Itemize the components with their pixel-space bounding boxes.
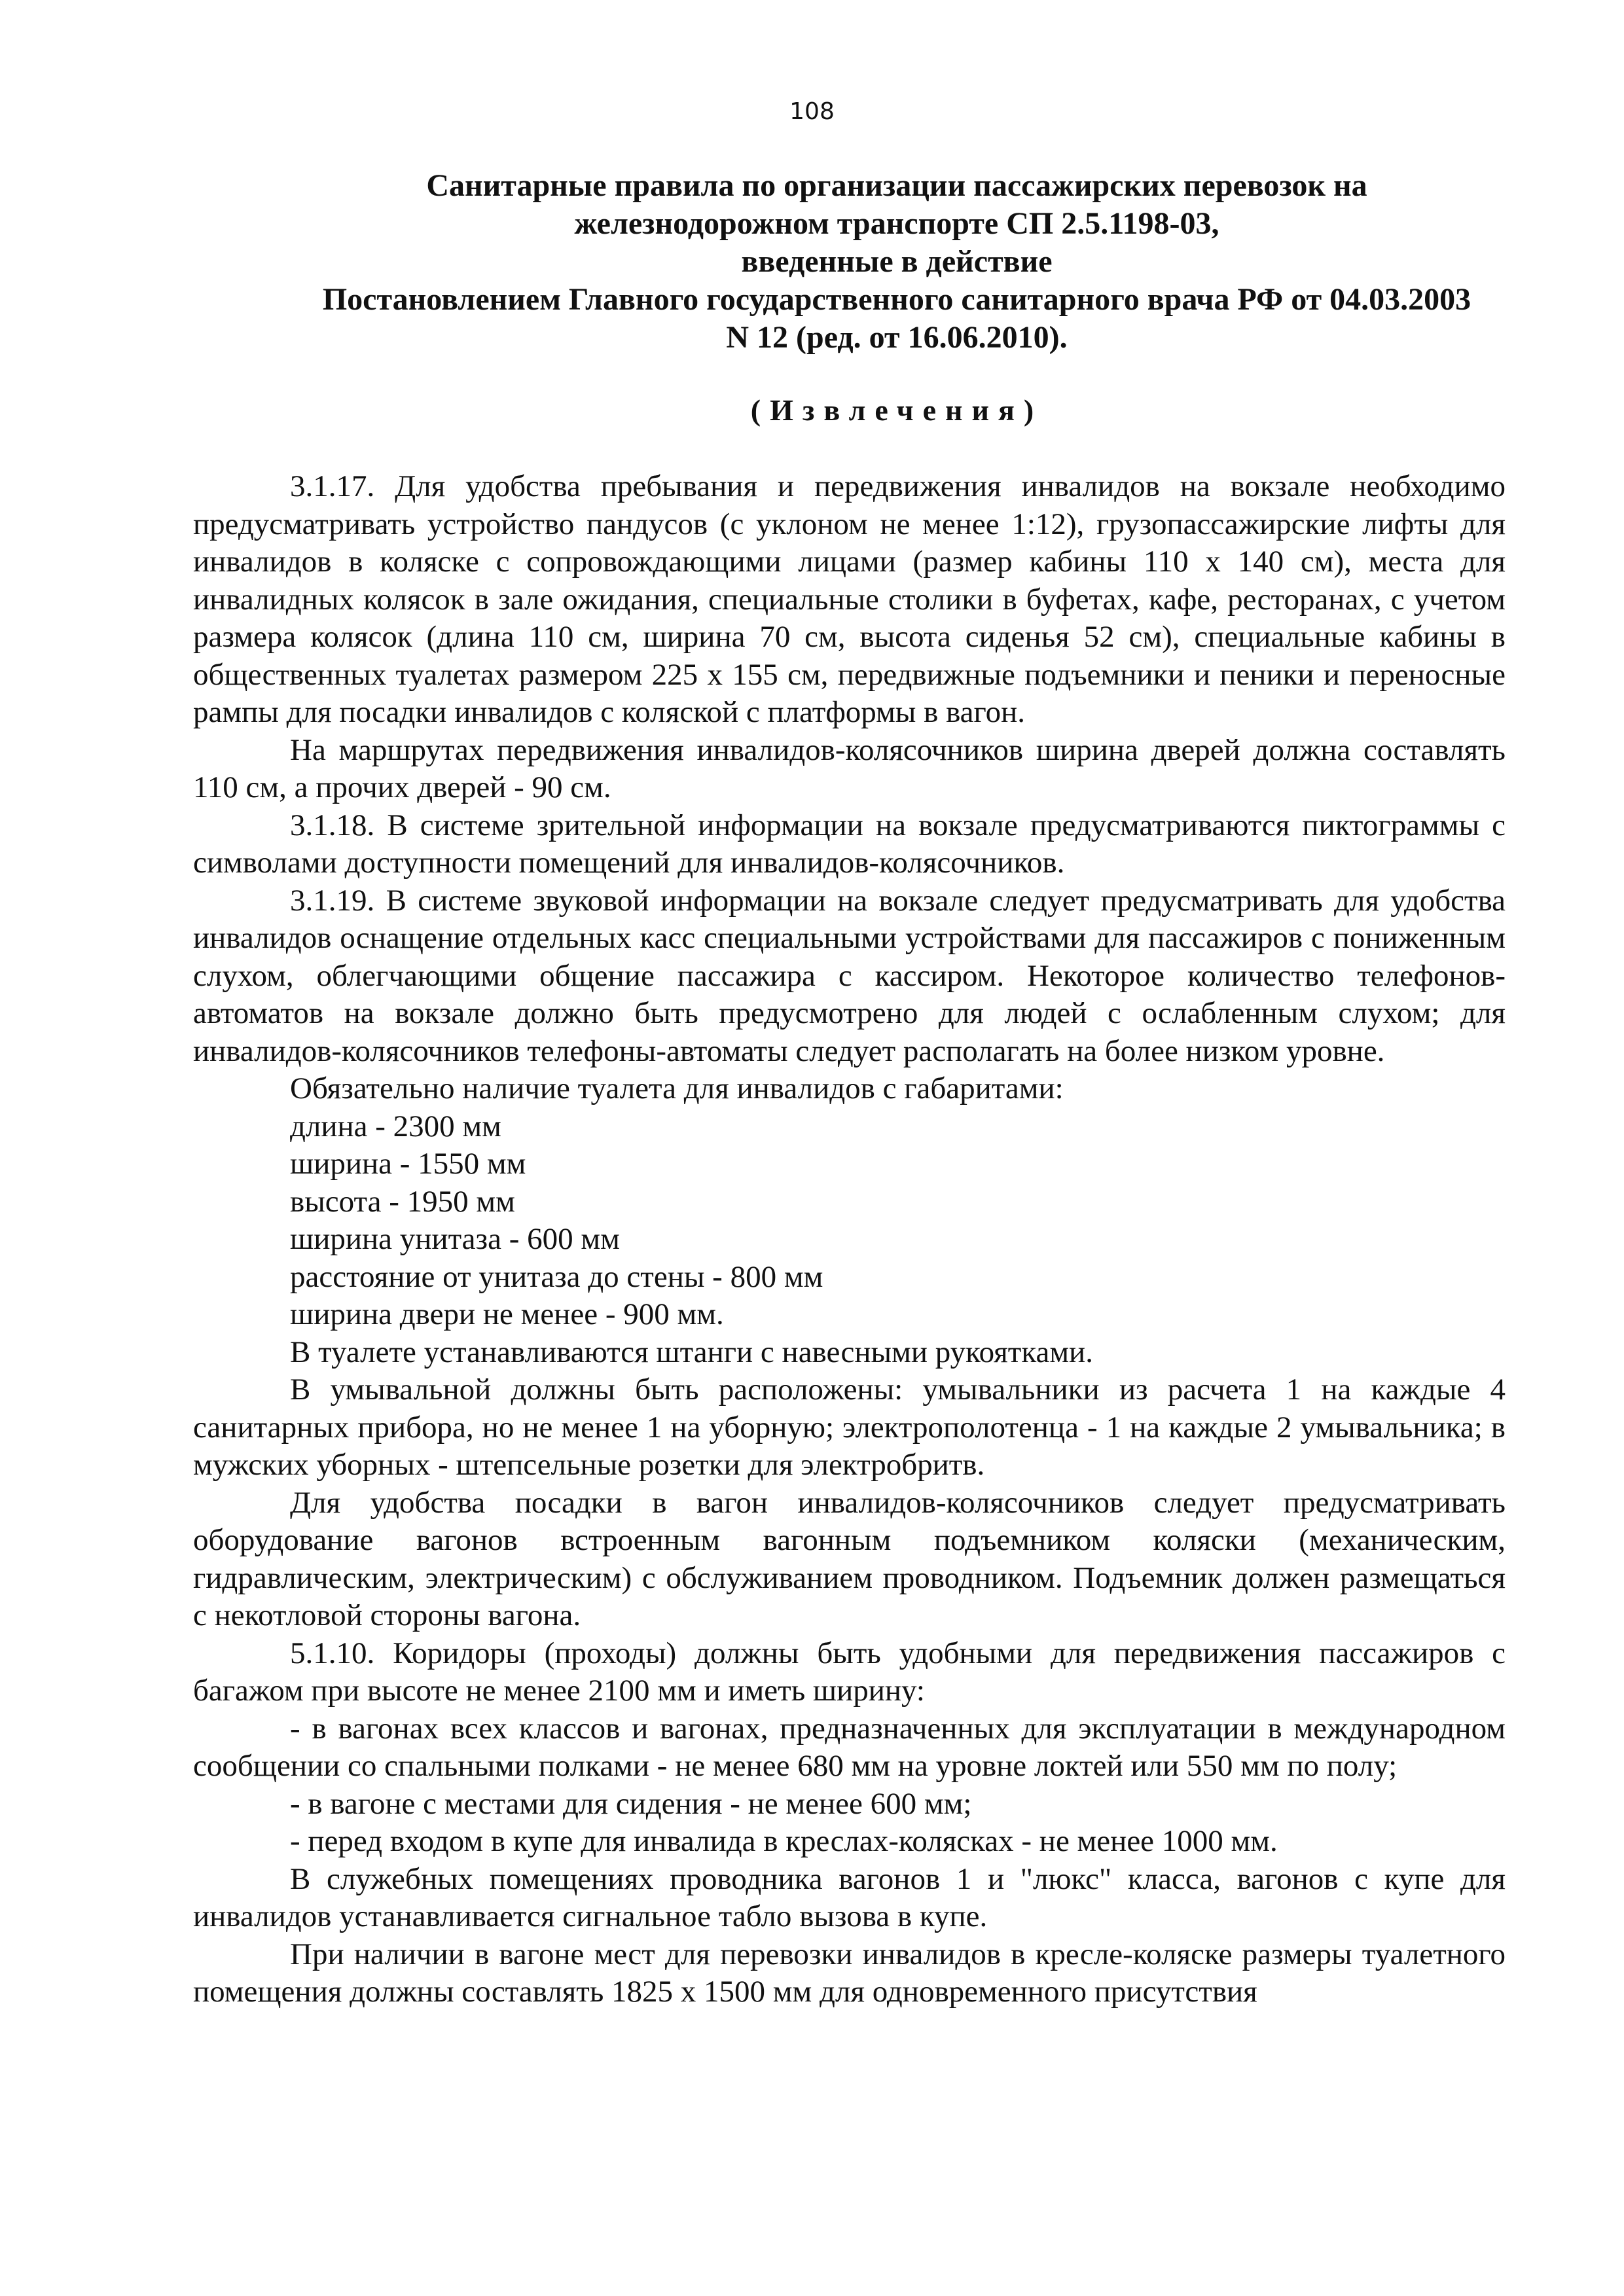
- extract-heading: (Извлечения): [750, 393, 1043, 427]
- paragraph-call-panel: В служебных помещениях проводника вагонов 1 и "люкс" класса, вагонов с купе для инвалидов устанавливается сигнальное табло вызова в купе.: [193, 1861, 1506, 1933]
- dimension-width: ширина - 1550 мм: [290, 1147, 526, 1181]
- dimension-length: длина - 2300 мм: [290, 1109, 501, 1143]
- paragraph-toilet-dimensions-intro: Обязательно наличие туалета для инвалидов с габаритами:: [290, 1071, 1064, 1105]
- dimension-wall-distance: расстояние от унитаза до стены - 800 мм: [290, 1259, 823, 1294]
- dimension-toilet-width: ширина унитаза - 600 мм: [290, 1222, 620, 1256]
- paragraph-corridor-all-classes: - в вагонах всех классов и вагонах, предназначенных для эксплуатации в международном сообщении со спальными полками - не менее 680 мм на уровне локтей или 550 мм по полу;: [193, 1711, 1506, 1783]
- page-number: 108: [789, 98, 835, 125]
- paragraph-3-1-18: 3.1.18. В системе зрительной информации на вокзале предусматриваются пиктограммы с символами доступности помещений для инвалидов-колясочников.: [193, 808, 1506, 880]
- title-line-4: Постановлением Главного государственного санитарного врача РФ от 04.03.2003: [322, 282, 1471, 317]
- paragraph-3-1-19: 3.1.19. В системе звуковой информации на вокзале следует предусматривать для удобства инвалидов оснащение отдельных касс специальными устройствами для пассажиров с пониженным слухом, облегчающими общение пассажира с кассиром. Некоторое количество телефонов-автоматов на вокзале должно быть предусмотрено для людей с ослабленным слухом; для инвалидов-колясочников телефоны-автоматы следует располагать на более низком уровне.: [193, 883, 1506, 1068]
- paragraph-corridor-compartment: - перед входом в купе для инвалида в креслах-колясках - не менее 1000 мм.: [290, 1824, 1278, 1858]
- document-body: [193, 468, 1506, 2011]
- dimension-door-width: ширина двери не менее - 900 мм.: [290, 1297, 724, 1331]
- paragraph-handrails: В туалете устанавливаются штанги с навесными рукоятками.: [290, 1335, 1093, 1369]
- title-line-1: Санитарные правила по организации пассажирских перевозок на: [426, 168, 1367, 203]
- paragraph-wagon-lift: Для удобства посадки в вагон инвалидов-колясочников следует предусматривать оборудование вагонов встроенным вагонным подъемником коляски (механическим, гидравлическим, электрическим) с обслуживанием проводником. Подъемник должен размещаться с некотловой стороны вагона.: [193, 1485, 1506, 1632]
- title-line-3: введенные в действие: [741, 244, 1053, 279]
- dimension-height: высота - 1950 мм: [290, 1184, 515, 1219]
- paragraph-5-1-10: 5.1.10. Коридоры (проходы) должны быть удобными для передвижения пассажиров с багажом при высоте не менее 2100 мм и иметь ширину:: [193, 1636, 1506, 1708]
- paragraph-door-width: На маршрутах передвижения инвалидов-колясочников ширина дверей должна составлять 110 см, а прочих дверей - 90 см.: [193, 732, 1506, 804]
- paragraph-corridor-seating: - в вагоне с местами для сидения - не менее 600 мм;: [290, 1786, 972, 1821]
- title-line-5: N 12 (ред. от 16.06.2010).: [726, 320, 1068, 355]
- document-title: [196, 167, 1597, 357]
- paragraph-3-1-17: 3.1.17. Для удобства пребывания и передвижения инвалидов на вокзале необходимо предусматривать устройство пандусов (с уклоном не менее 1:12), грузопассажирские лифты для инвалидов в коляске с сопровождающими лицами (размер кабины 110 х 140 см), места для инвалидных колясок в зале ожидания, специальные столики в буфетах, кафе, ресторанах, с учетом размера колясок (длина 110 см, ширина 70 см, высота сиденья 52 см), специальные кабины в общественных туалетах размером 225 х 155 см, передвижные подъемники и пеники и переносные рампы для посадки инвалидов с коляской с платформы в вагон.: [193, 469, 1506, 729]
- paragraph-toilet-size: При наличии в вагоне мест для перевозки инвалидов в кресле-коляске размеры туалетного помещения должны составлять 1825 х 1500 мм для одновременного присутствия: [193, 1937, 1506, 2009]
- title-line-2: железнодорожном транспорте СП 2.5.1198-03,: [574, 206, 1219, 241]
- paragraph-washroom: В умывальной должны быть расположены: умывальники из расчета 1 на каждые 4 санитарных прибора, но не менее 1 на уборную; электрополотенца - 1 на каждые 2 умывальника; в мужских уборных - штепсельные розетки для электробритв.: [193, 1372, 1506, 1482]
